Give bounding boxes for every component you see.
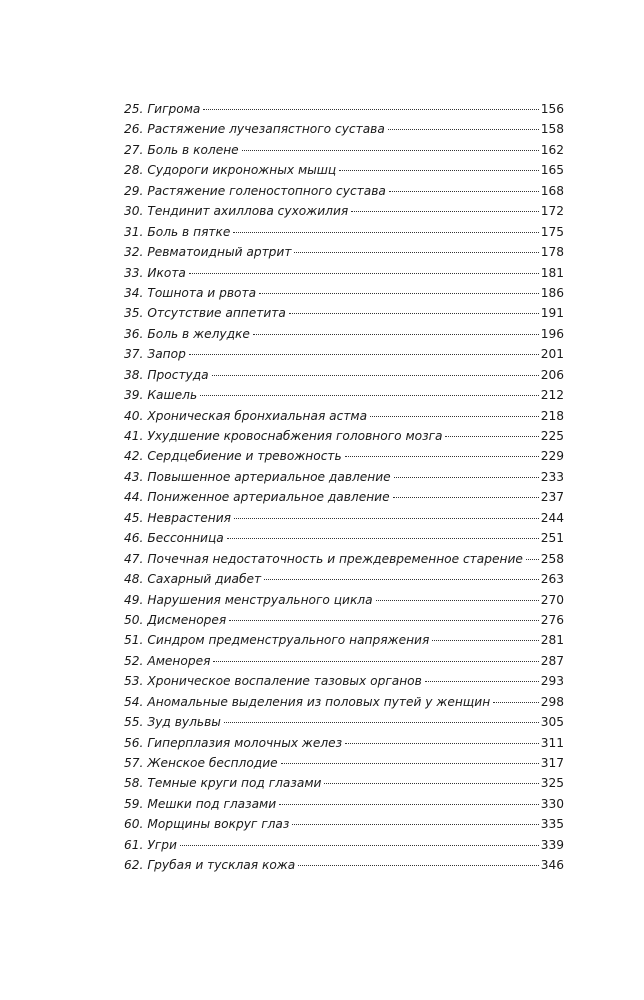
toc-entry-page-number: 172 <box>540 204 564 219</box>
toc-entry-number: 53. <box>124 674 144 689</box>
toc-entry <box>124 446 564 466</box>
toc-entry-title: Боль в пятке <box>147 224 231 239</box>
toc-entry-number: 31. <box>124 224 144 239</box>
toc-entry-title: Аномальные выделения из половых путей у женщин <box>147 694 491 709</box>
dot-leader <box>370 416 539 417</box>
toc-entry-page-number: 162 <box>540 142 564 157</box>
dot-leader <box>264 579 539 580</box>
toc-entry-page-number: 346 <box>540 858 564 873</box>
dot-leader <box>229 620 539 621</box>
toc-entry <box>124 160 564 180</box>
toc-entry-title: Икота <box>147 265 186 280</box>
toc-entry <box>124 610 564 630</box>
toc-entry <box>124 99 564 119</box>
toc-entry-page-number: 218 <box>540 408 564 423</box>
toc-entry-number: 55. <box>124 715 144 730</box>
toc-entry-title: Ухудшение кровоснабжения головного мозга <box>147 429 443 443</box>
toc-entry-title: Мешки под глазами <box>147 796 277 811</box>
toc-entry <box>124 426 564 446</box>
toc-entry-number: 60. <box>124 817 144 832</box>
dot-leader <box>189 354 539 355</box>
toc-entry-page-number: 281 <box>540 633 564 648</box>
toc-entry-page-number: 178 <box>540 245 564 260</box>
toc-entry <box>124 385 564 405</box>
toc-entry-page-number: 233 <box>540 469 564 484</box>
toc-entry <box>124 590 564 610</box>
toc-entry-title: Запор <box>147 347 186 362</box>
dot-leader <box>200 395 539 396</box>
toc-entry-title: Судороги икроножных мышц <box>147 163 337 178</box>
toc-entry-title: Сахарный диабет <box>147 572 262 587</box>
toc-entry-page-number: 158 <box>540 122 564 137</box>
toc-entry <box>124 753 564 773</box>
toc-entry-title: Темные круги под глазами <box>147 776 322 791</box>
toc-entry-title: Дисменорея <box>147 612 227 627</box>
toc-entry-title: Женское бесплодие <box>147 756 278 770</box>
toc-entry <box>124 140 564 160</box>
toc-entry-number: 47. <box>124 551 144 566</box>
toc-entry <box>124 263 564 283</box>
toc-entry-title: Пониженное артериальное давление <box>147 490 390 505</box>
dot-leader <box>242 150 539 151</box>
toc-entry <box>124 365 564 385</box>
toc-entry-title: Ревматоидный артрит <box>147 245 292 260</box>
toc-entry-title: Почечная недостаточность и преждевременное старение <box>147 551 523 566</box>
toc-entry-title: Тошнота и рвота <box>147 285 257 300</box>
toc-entry-page-number: 339 <box>540 837 564 852</box>
toc-entry-number: 57. <box>124 756 144 770</box>
toc-entry-number: 54. <box>124 694 144 709</box>
dot-leader <box>351 211 539 212</box>
toc-entry-title: Зуд вульвы <box>147 715 221 730</box>
toc-entry-title: Повышенное артериальное давление <box>147 469 391 484</box>
dot-leader <box>180 845 539 846</box>
toc-entry-page-number: 293 <box>540 674 564 689</box>
dot-leader <box>298 865 539 866</box>
toc-entry <box>124 406 564 426</box>
toc-entry <box>124 733 564 753</box>
toc-entry-page-number: 270 <box>540 592 564 607</box>
toc-entry-title: Отсутствие аппетита <box>147 306 286 321</box>
toc-entry <box>124 569 564 589</box>
toc-entry-number: 56. <box>124 735 144 750</box>
dot-leader <box>393 497 539 498</box>
toc-entry-number: 61. <box>124 837 144 852</box>
toc-entry-number: 28. <box>124 163 144 178</box>
toc-entry-page-number: 175 <box>540 224 564 239</box>
dot-leader <box>388 129 539 130</box>
dot-leader <box>526 559 539 560</box>
toc-entry-title: Сердцебиение и тревожность <box>147 449 342 464</box>
toc-entry-page-number: 168 <box>540 183 564 198</box>
dot-leader <box>259 293 539 294</box>
toc-entry <box>124 487 564 507</box>
toc-entry-page-number: 186 <box>540 285 564 300</box>
toc-entry-page-number: 201 <box>540 347 564 362</box>
toc-entry-number: 42. <box>124 449 144 464</box>
toc-entry-title: Боль в колене <box>147 142 239 157</box>
toc-entry-page-number: 298 <box>540 694 564 709</box>
toc-entry-page-number: 237 <box>540 490 564 505</box>
toc-entry <box>124 692 564 712</box>
toc-entry-number: 34. <box>124 285 144 300</box>
toc-entry-number: 46. <box>124 531 144 546</box>
toc-entry-number: 51. <box>124 633 144 648</box>
toc-entry-title: Нарушения менструального цикла <box>147 592 373 607</box>
toc-entry-number: 41. <box>124 429 144 443</box>
dot-leader <box>425 681 539 682</box>
toc-entry-page-number: 325 <box>540 776 564 791</box>
toc-entry-page-number: 305 <box>540 715 564 730</box>
toc-entry-number: 59. <box>124 796 144 811</box>
dot-leader <box>292 824 538 825</box>
toc-entry <box>124 324 564 344</box>
toc-entry-page-number: 244 <box>540 510 564 525</box>
toc-entry-number: 62. <box>124 858 144 873</box>
dot-leader <box>227 538 539 539</box>
toc-entry-title: Растяжение голеностопного сустава <box>147 183 386 198</box>
toc-entry-page-number: 165 <box>540 163 564 178</box>
toc-entry-page-number: 276 <box>540 612 564 627</box>
toc-entry-page-number: 229 <box>540 449 564 464</box>
toc-entry <box>124 712 564 732</box>
toc-entry-number: 43. <box>124 469 144 484</box>
dot-leader <box>389 191 539 192</box>
dot-leader <box>345 456 539 457</box>
dot-leader <box>339 170 539 171</box>
toc-entry-title: Хроническая бронхиальная астма <box>147 408 368 423</box>
toc-entry-page-number: 206 <box>540 367 564 382</box>
toc-entry-number: 45. <box>124 510 144 525</box>
toc-entry <box>124 855 564 875</box>
dot-leader <box>234 518 539 519</box>
toc-entry-title: Простуда <box>147 367 209 382</box>
toc-entry <box>124 773 564 793</box>
toc-entry-number: 29. <box>124 183 144 198</box>
toc-entry-number: 49. <box>124 592 144 607</box>
toc-entry-number: 37. <box>124 347 144 362</box>
toc-entry-page-number: 335 <box>540 817 564 832</box>
toc-entry <box>124 528 564 548</box>
toc-entry <box>124 549 564 569</box>
toc-entry-title: Грубая и тусклая кожа <box>147 858 296 873</box>
dot-leader <box>213 661 538 662</box>
toc-entry-page-number: 311 <box>540 735 564 750</box>
toc-entry-number: 52. <box>124 653 144 668</box>
dot-leader <box>324 783 538 784</box>
toc-entry-title: Морщины вокруг глаз <box>147 817 290 832</box>
toc-entry-page-number: 258 <box>540 551 564 566</box>
toc-entry-title: Боль в желудке <box>147 326 250 341</box>
dot-leader <box>224 722 539 723</box>
toc-entry <box>124 630 564 650</box>
toc-entry-number: 44. <box>124 490 144 505</box>
toc-entry-number: 35. <box>124 306 144 321</box>
dot-leader <box>212 375 539 376</box>
dot-leader <box>279 804 539 805</box>
toc-entry-number: 58. <box>124 776 144 791</box>
toc-entry <box>124 222 564 242</box>
toc-entry-page-number: 156 <box>540 102 564 116</box>
toc-entry-page-number: 251 <box>540 531 564 546</box>
toc-entry-number: 33. <box>124 265 144 280</box>
toc-entry-page-number: 191 <box>540 306 564 321</box>
toc-entry <box>124 671 564 691</box>
dot-leader <box>445 436 538 437</box>
toc-entry-page-number: 225 <box>540 429 564 443</box>
toc-entry-number: 30. <box>124 204 144 219</box>
toc-entry-page-number: 263 <box>540 572 564 587</box>
dot-leader <box>203 109 538 110</box>
toc-entry-page-number: 317 <box>540 756 564 770</box>
dot-leader <box>394 477 539 478</box>
dot-leader <box>281 763 539 764</box>
toc-entry <box>124 201 564 221</box>
toc-entry-title: Угри <box>147 837 177 852</box>
toc-entry-page-number: 181 <box>540 265 564 280</box>
dot-leader <box>345 743 539 744</box>
toc-entry-number: 25. <box>124 102 144 116</box>
toc-entry <box>124 242 564 262</box>
toc-entry-number: 40. <box>124 408 144 423</box>
toc-entry-number: 38. <box>124 367 144 382</box>
table-of-contents <box>124 99 564 876</box>
toc-entry-title: Бессонница <box>147 531 224 546</box>
toc-entry-title: Хроническое воспаление тазовых органов <box>147 674 422 689</box>
toc-entry-title: Растяжение лучезапястного сустава <box>147 122 385 137</box>
dot-leader <box>189 273 539 274</box>
toc-entry <box>124 283 564 303</box>
toc-entry <box>124 181 564 201</box>
toc-entry-page-number: 212 <box>540 388 564 403</box>
toc-entry-number: 32. <box>124 245 144 260</box>
toc-entry-number: 27. <box>124 142 144 157</box>
toc-entry <box>124 814 564 834</box>
toc-entry <box>124 508 564 528</box>
toc-entry-number: 48. <box>124 572 144 587</box>
toc-entry-title: Кашель <box>147 388 198 403</box>
dot-leader <box>233 232 538 233</box>
toc-entry <box>124 467 564 487</box>
toc-entry <box>124 119 564 139</box>
toc-entry-page-number: 330 <box>540 796 564 811</box>
dot-leader <box>376 600 539 601</box>
toc-entry-title: Тендинит ахиллова сухожилия <box>147 204 349 219</box>
toc-entry-number: 36. <box>124 326 144 341</box>
dot-leader <box>432 640 538 641</box>
toc-entry <box>124 651 564 671</box>
toc-entry <box>124 303 564 323</box>
toc-entry-title: Гигрома <box>147 102 201 116</box>
toc-entry <box>124 794 564 814</box>
toc-entry-number: 26. <box>124 122 144 137</box>
dot-leader <box>294 252 538 253</box>
dot-leader <box>289 313 539 314</box>
toc-entry-title: Синдром предменструального напряжения <box>147 633 430 648</box>
toc-entry-title: Гиперплазия молочных желез <box>147 735 343 750</box>
toc-entry-title: Неврастения <box>147 510 231 525</box>
toc-entry-page-number: 196 <box>540 326 564 341</box>
dot-leader <box>493 702 539 703</box>
toc-entry-number: 50. <box>124 612 144 627</box>
toc-entry-title: Аменорея <box>147 653 211 668</box>
dot-leader <box>253 334 539 335</box>
toc-entry-number: 39. <box>124 388 144 403</box>
toc-entry-page-number: 287 <box>540 653 564 668</box>
toc-entry <box>124 344 564 364</box>
toc-entry <box>124 835 564 855</box>
